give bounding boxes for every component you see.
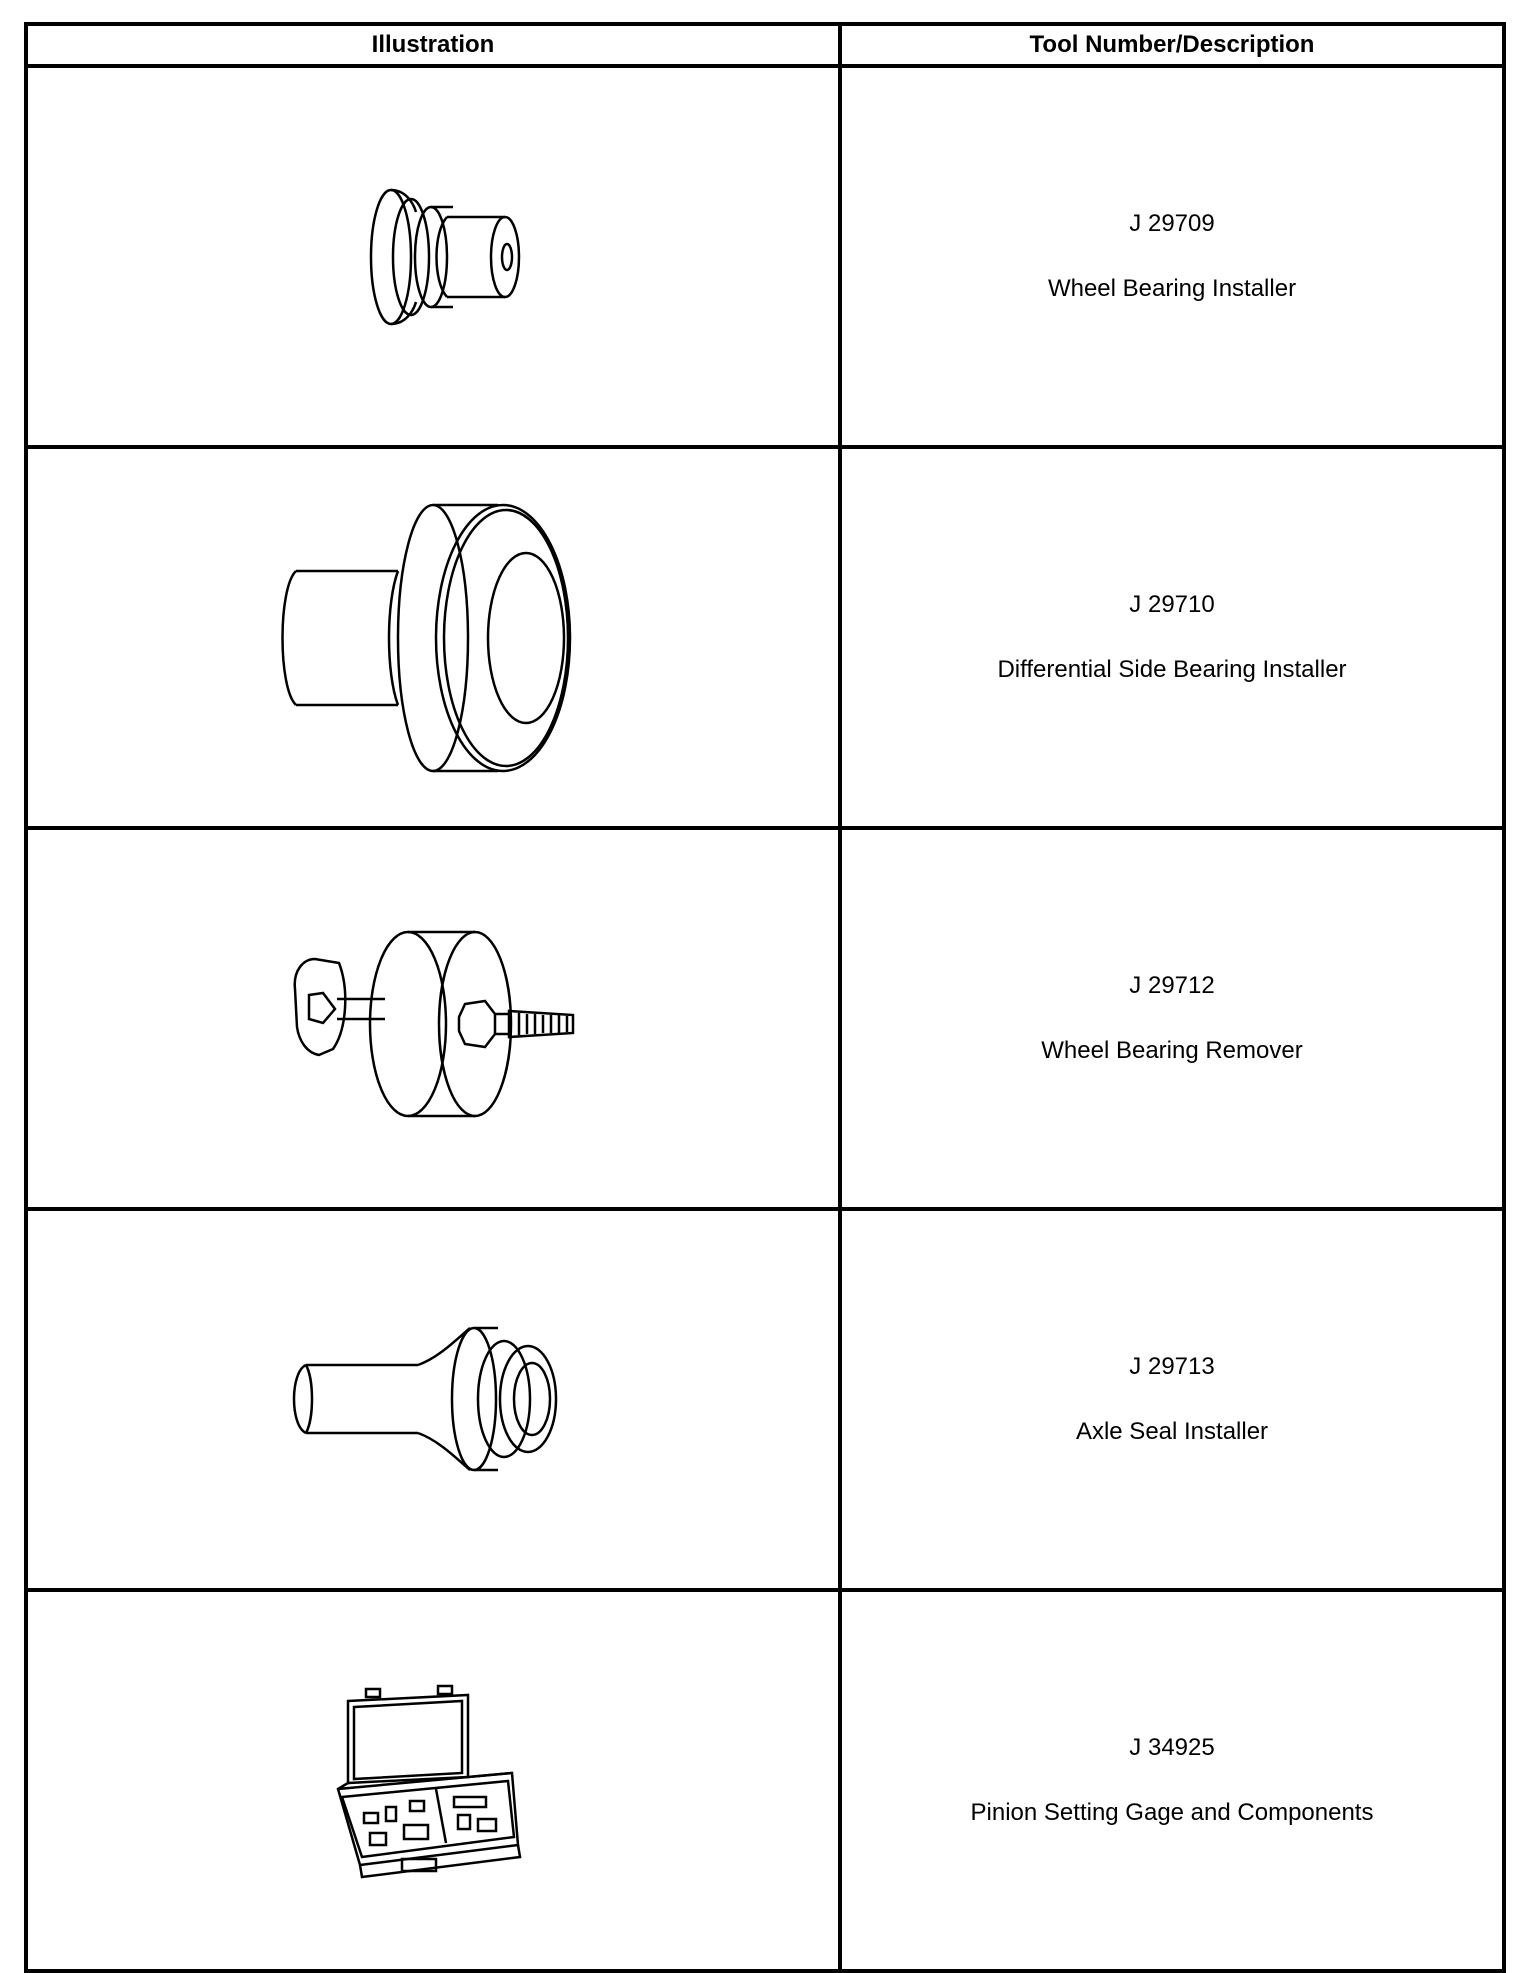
- header-tool-number-description: Tool Number/Description: [840, 24, 1504, 66]
- illustration-cell: [26, 1590, 840, 1971]
- illustration-cell: [26, 828, 840, 1209]
- tool-number: J 29712: [1129, 972, 1215, 999]
- description-cell: [840, 1209, 1504, 1590]
- wheel-bearing-remover-icon: [263, 919, 603, 1119]
- tool-description: Pinion Setting Gage and Components: [970, 1799, 1374, 1826]
- illustration-cell: [26, 447, 840, 828]
- table-row: [26, 66, 1504, 447]
- tool-number: J 29710: [1129, 591, 1215, 618]
- table-row: [26, 1590, 1504, 1971]
- description-cell: [840, 1590, 1504, 1971]
- tool-description: Wheel Bearing Installer: [1047, 275, 1297, 302]
- header-illustration: Illustration: [26, 24, 840, 66]
- description-cell: [840, 828, 1504, 1209]
- table-row: [26, 447, 1504, 828]
- illustration-cell: [26, 1209, 840, 1590]
- axle-seal-installer-icon: [268, 1320, 598, 1480]
- tool-number: J 34925: [1129, 1734, 1215, 1761]
- tool-number: J 29709: [1129, 210, 1215, 237]
- table-row: [26, 1209, 1504, 1590]
- differential-side-bearing-installer-icon: [258, 503, 608, 773]
- tool-number: J 29713: [1129, 1353, 1215, 1380]
- tool-description: Differential Side Bearing Installer: [997, 656, 1347, 683]
- tool-description: Axle Seal Installer: [1075, 1418, 1269, 1445]
- description-cell: [840, 447, 1504, 828]
- table-row: [26, 828, 1504, 1209]
- illustration-cell: [26, 66, 840, 447]
- special-tools-table: [24, 22, 1506, 1973]
- tool-description: Wheel Bearing Remover: [1041, 1037, 1303, 1064]
- pinion-setting-gage-case-icon: [318, 1681, 548, 1881]
- description-cell: [840, 66, 1504, 447]
- header-row: [26, 24, 1504, 66]
- wheel-bearing-installer-icon: [333, 172, 533, 342]
